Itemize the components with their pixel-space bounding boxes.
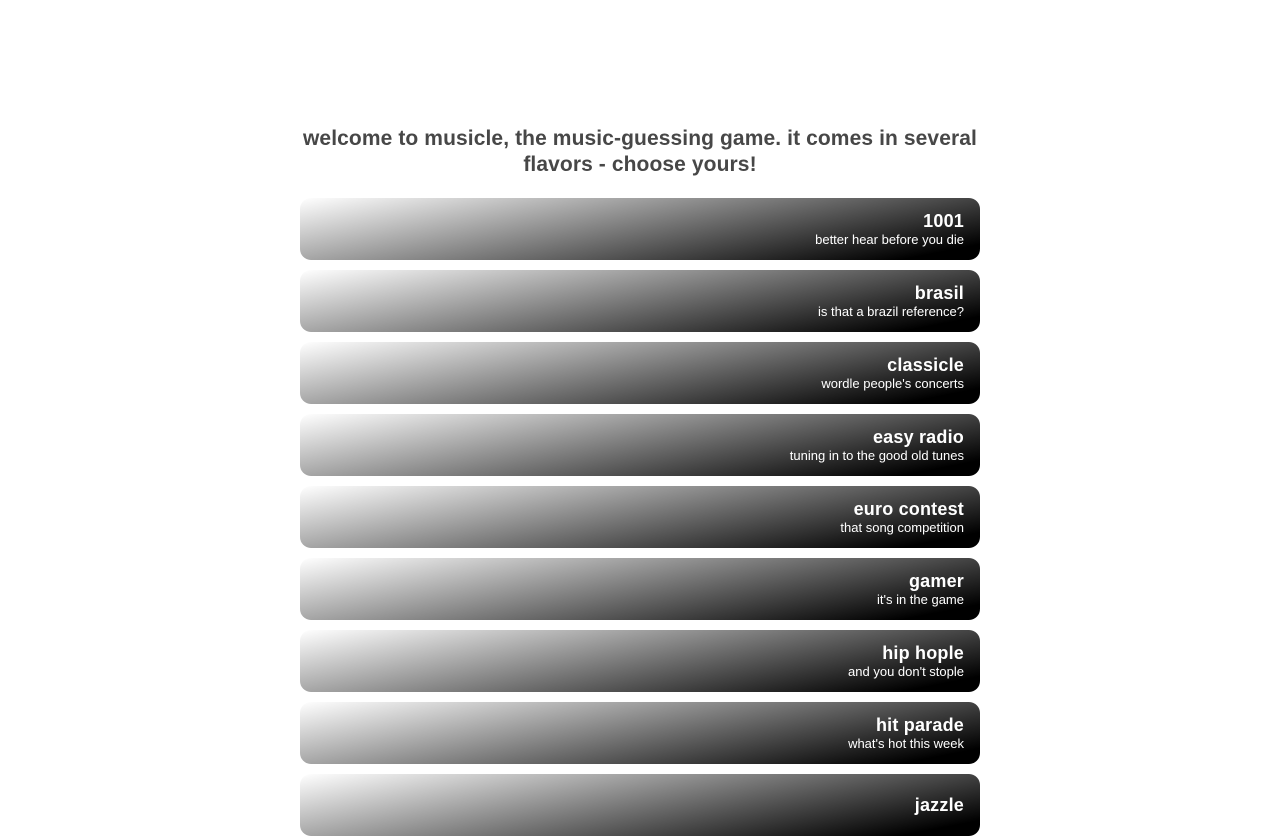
flavor-name: brasil <box>914 282 964 303</box>
flavor-button-hip-hople[interactable] <box>300 630 980 692</box>
flavor-name: hit parade <box>875 714 964 735</box>
flavor-tagline: is that a brazil reference? <box>818 303 964 319</box>
flavor-button-jazzle[interactable] <box>300 774 980 836</box>
flavor-name: gamer <box>908 570 964 591</box>
flavor-button-easy-radio[interactable] <box>300 414 980 476</box>
flavor-name: jazzle <box>914 794 964 815</box>
flavor-button-classicle[interactable] <box>300 342 980 404</box>
flavor-tagline: better hear before you die <box>815 231 964 247</box>
flavor-tagline: that song competition <box>840 519 964 535</box>
flavor-button-brasil[interactable] <box>300 270 980 332</box>
flavor-list <box>300 198 980 836</box>
flavor-button-hit-parade[interactable] <box>300 702 980 764</box>
flavor-tagline: what's hot this week <box>848 735 964 751</box>
flavor-button-1001[interactable] <box>300 198 980 260</box>
flavor-name: 1001 <box>923 210 964 231</box>
flavor-name: euro contest <box>853 498 964 519</box>
flavor-button-gamer[interactable] <box>300 558 980 620</box>
flavor-select-page <box>300 0 980 836</box>
flavor-tagline: it's in the game <box>876 591 964 607</box>
flavor-tagline: and you don't stople <box>848 663 964 679</box>
flavor-button-euro-contest[interactable] <box>300 486 980 548</box>
flavor-name: classicle <box>887 354 964 375</box>
flavor-tagline: tuning in to the good old tunes <box>789 447 964 463</box>
page-title: welcome to musicle, the music-guessing game. it comes in several flavors - choose yours! <box>303 127 977 176</box>
flavor-tagline: wordle people's concerts <box>821 375 964 391</box>
flavor-name: easy radio <box>872 426 964 447</box>
flavor-name: hip hople <box>882 642 964 663</box>
